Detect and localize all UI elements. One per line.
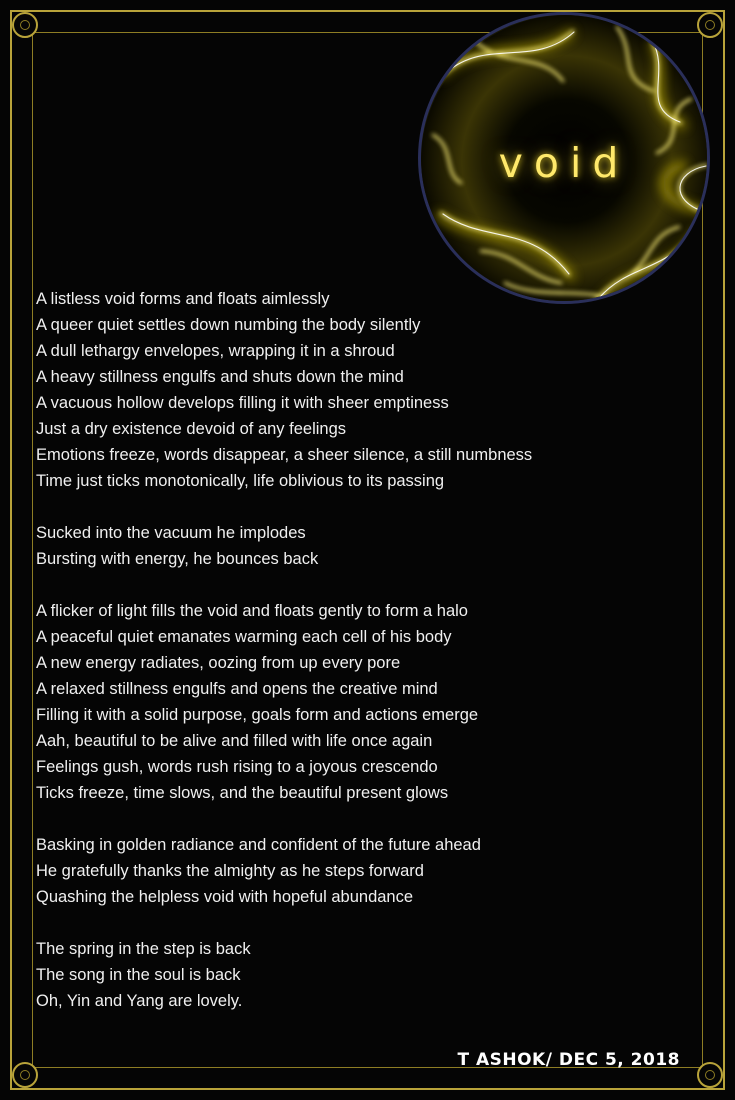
poem-line: A listless void forms and floats aimlessly — [36, 290, 330, 308]
poem-line: Basking in golden radiance and confident of the future ahead — [36, 836, 481, 854]
poem-line: He gratefully thanks the almighty as he steps forward — [36, 862, 424, 880]
poem-stanza — [36, 520, 676, 572]
poem-line: A heavy stillness engulfs and shuts down the mind — [36, 368, 404, 386]
corner-ornament-icon — [12, 12, 38, 38]
poem-line: A new energy radiates, oozing from up every pore — [36, 654, 401, 672]
poem-line: Sucked into the vacuum he implodes — [36, 524, 306, 542]
poem-line: A flicker of light fills the void and floats gently to form a halo — [36, 602, 468, 620]
artwork — [418, 12, 710, 304]
poem-line: Quashing the helpless void with hopeful abundance — [36, 888, 414, 906]
poem-line: A relaxed stillness engulfs and opens the creative mind — [36, 680, 438, 698]
corner-ornament-icon — [697, 1062, 723, 1088]
poem-line: A dull lethargy envelopes, wrapping it in a shroud — [36, 342, 395, 360]
artwork-title: void — [498, 139, 630, 187]
poem-line: Ticks freeze, time slows, and the beautiful present glows — [36, 784, 449, 802]
poem-line: Feelings gush, words rush rising to a joyous crescendo — [36, 758, 438, 776]
poem-line: Bursting with energy, he bounces back — [36, 550, 319, 568]
poem-line: Time just ticks monotonically, life oblivious to its passing — [36, 472, 445, 490]
poem-line: Aah, beautiful to be alive and filled with life once again — [36, 732, 433, 750]
poem-stanza — [36, 598, 676, 806]
poem-line: A vacuous hollow develops filling it with sheer emptiness — [36, 394, 449, 412]
poem-line: The spring in the step is back — [36, 940, 251, 958]
poem-line: The song in the soul is back — [36, 966, 241, 984]
poem-line: Just a dry existence devoid of any feelings — [36, 420, 347, 438]
poem-body — [36, 286, 676, 1014]
poem-stanza — [36, 936, 676, 1014]
poem-stanza — [36, 286, 676, 494]
poem-line: Oh, Yin and Yang are lovely. — [36, 992, 243, 1010]
poem-line: Emotions freeze, words disappear, a sheer silence, a still numbness — [36, 446, 533, 464]
poem-stanza — [36, 832, 676, 910]
poem-line: A queer quiet settles down numbing the body silently — [36, 316, 421, 334]
author-signature: T ASHOK/ DEC 5, 2018 — [457, 1050, 680, 1070]
corner-ornament-icon — [12, 1062, 38, 1088]
poem-line: Filling it with a solid purpose, goals form and actions emerge — [36, 706, 479, 724]
poem-line: A peaceful quiet emanates warming each cell of his body — [36, 628, 452, 646]
